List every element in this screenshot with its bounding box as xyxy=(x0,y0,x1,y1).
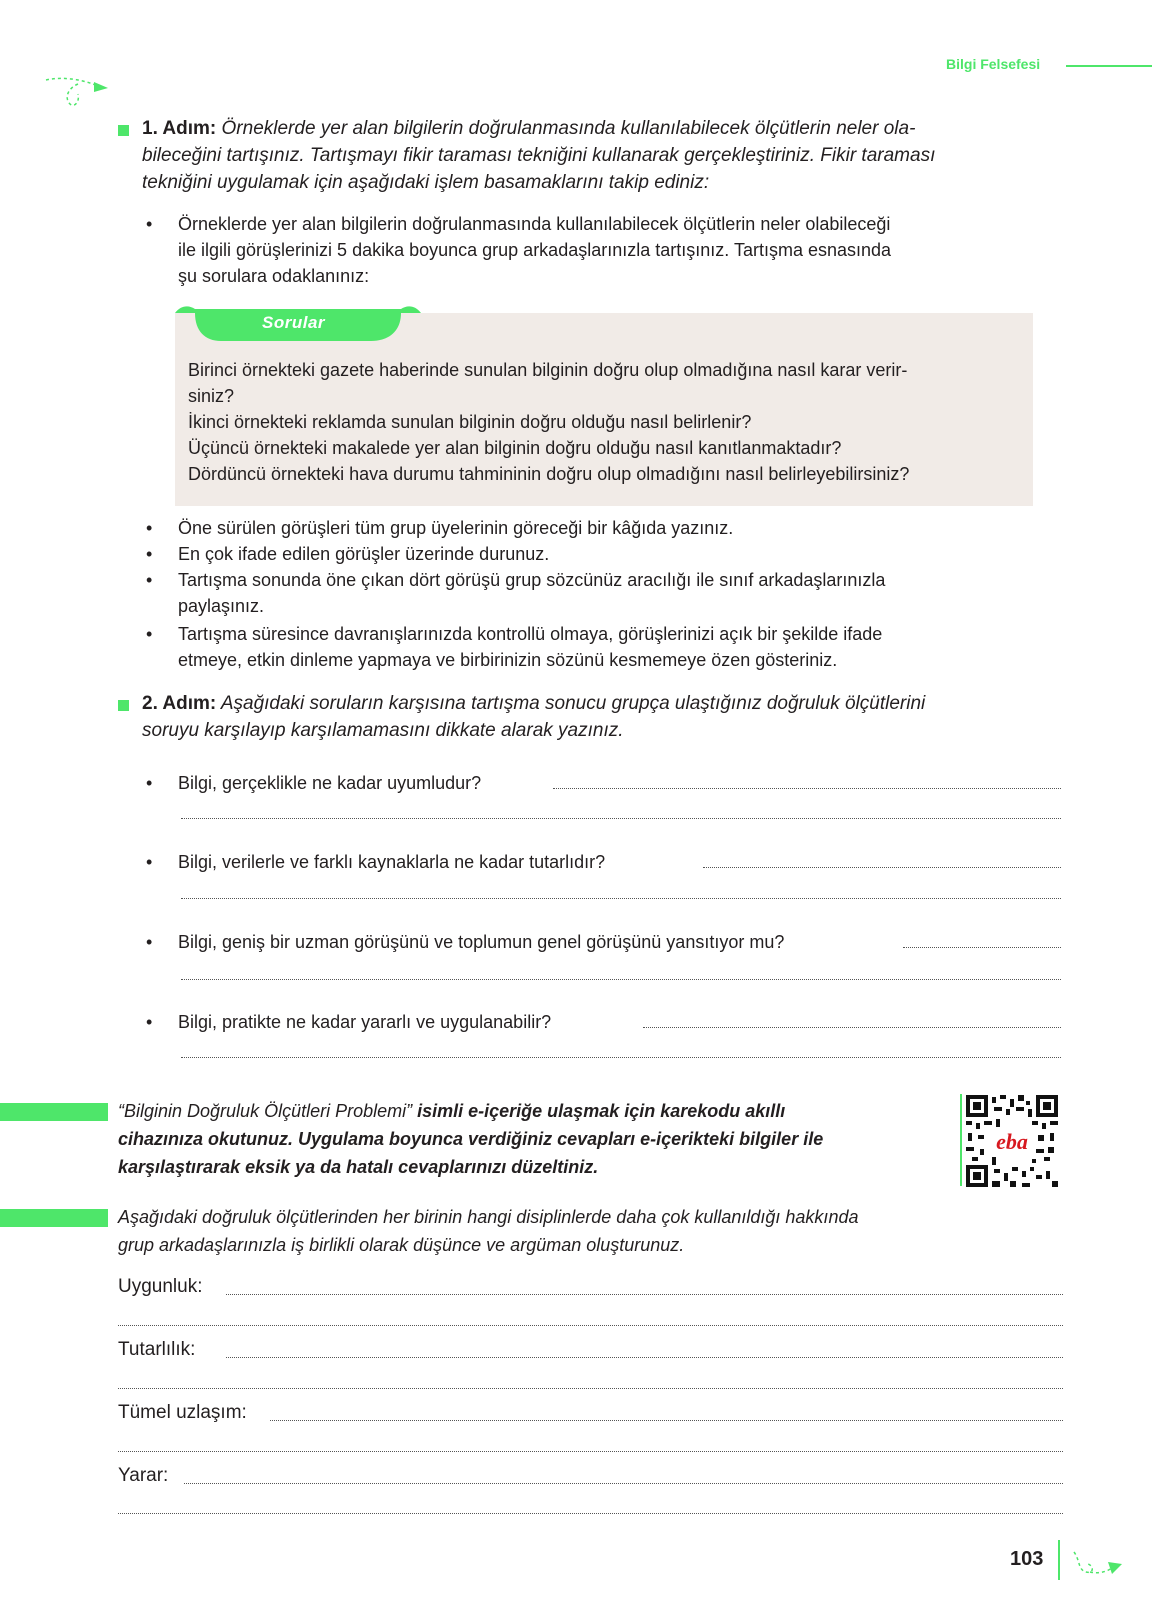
header-rule xyxy=(1066,65,1152,67)
step1-label: 1. Adım: xyxy=(142,118,217,139)
qr-divider xyxy=(960,1094,962,1186)
question-text: siniz? xyxy=(188,386,235,406)
answer-line[interactable] xyxy=(226,1294,1063,1295)
dashed-arrow-icon xyxy=(44,76,110,110)
field-label-tutarlilik: Tutarlılık: xyxy=(118,1339,196,1360)
field-label-uygunluk: Uygunluk: xyxy=(118,1276,203,1297)
answer-line[interactable] xyxy=(181,1057,1061,1058)
answer-line[interactable] xyxy=(903,947,1061,948)
field-label-yarar: Yarar: xyxy=(118,1465,169,1486)
page-number-rule xyxy=(1058,1540,1060,1580)
answer-line[interactable] xyxy=(181,898,1061,899)
answer-line[interactable] xyxy=(270,1420,1063,1421)
section-title: Bilgi Felsefesi xyxy=(946,56,1041,72)
bullet-icon: • xyxy=(146,1012,153,1032)
answer-line[interactable] xyxy=(226,1357,1063,1358)
section-marker xyxy=(0,1103,108,1121)
answer-line[interactable] xyxy=(553,788,1061,789)
step2-label: 2. Adım: xyxy=(142,693,217,714)
page-number: 103 xyxy=(1010,1548,1044,1570)
answer-line[interactable] xyxy=(118,1513,1063,1514)
section-marker xyxy=(0,1209,108,1227)
step1-instruction: 1. Adım: Örneklerde yer alan bilgilerin doğrulanmasında kullanılabilecek ölçütlerin neler ola- bileceğini tartışınız. Tartışmayı fikir taraması tekniğini kullanarak gerçekleştiriniz. Fikir taraması tekniğini uygulamak için aşağıdaki işlem basamaklarını takip ediniz: xyxy=(142,118,936,193)
activity-text: Aşağıdaki doğruluk ölçütlerinden her birinin hangi disiplinlerde daha çok kullanıldığı hakkında grup arkadaşlarınızla iş birlikli olarak düşünce ve argüman oluşturunuz. xyxy=(118,1207,859,1255)
qr-code[interactable] xyxy=(966,1095,1058,1187)
bullet-icon: • xyxy=(146,852,153,872)
qr-code-icon xyxy=(966,1095,1058,1187)
step1-marker xyxy=(118,125,129,136)
question-text: Dördüncü örnekteki hava durumu tahmininin doğru olup olmadığını nasıl belirleyebilirsiniz? xyxy=(188,464,910,484)
bullet-icon: • xyxy=(146,570,153,590)
bullet-icon: • xyxy=(146,518,153,538)
answer-line[interactable] xyxy=(703,867,1061,868)
bullet-icon: • xyxy=(146,544,153,564)
dashed-arrow-icon xyxy=(1070,1548,1124,1578)
answer-line[interactable] xyxy=(643,1027,1061,1028)
eba-logo: eba xyxy=(996,1129,1028,1154)
answer-line[interactable] xyxy=(181,818,1061,819)
bullet-icon: • xyxy=(146,624,153,644)
answer-line[interactable] xyxy=(118,1388,1063,1389)
eicerik-title: “Bilginin Doğruluk Ölçütleri Problemi” xyxy=(118,1101,413,1121)
answer-line[interactable] xyxy=(118,1451,1063,1452)
questions-title: Sorular xyxy=(262,313,326,332)
step2-marker xyxy=(118,700,129,711)
bullet-icon: • xyxy=(146,214,153,234)
eicerik-text: “Bilginin Doğruluk Ölçütleri Problemi” isimli e-içeriğe ulaşmak için karekodu akıllı cihazınıza okutunuz. Uygulama boyunca verdiğiniz cevapları e-içerikteki bilgiler ile karşılaştırarak eksik ya da hatalı cevaplarınızı düzeltiniz. xyxy=(118,1101,824,1177)
step2-instruction: 2. Adım: Aşağıdaki soruların karşısına tartışma sonucu grupça ulaştığınız doğruluk ölçütlerini soruyu karşılayıp karşılamamasını dikkate alarak yazınız. xyxy=(142,693,926,741)
answer-line[interactable] xyxy=(118,1325,1063,1326)
answer-line[interactable] xyxy=(181,979,1061,980)
question-text: Üçüncü örnekteki makalede yer alan bilginin doğru olduğu nasıl kanıtlanmaktadır? xyxy=(188,438,842,458)
bullet-icon: • xyxy=(146,773,153,793)
bullet-icon: • xyxy=(146,932,153,952)
question-text: Birinci örnekteki gazete haberinde sunulan bilginin doğru olup olmadığına nasıl karar verir- xyxy=(188,360,908,380)
answer-line[interactable] xyxy=(184,1483,1063,1484)
field-label-tumel-uzlasim: Tümel uzlaşım: xyxy=(118,1402,247,1423)
question-text: İkinci örnekteki reklamda sunulan bilginin doğru olduğu nasıl belirlenir? xyxy=(188,412,752,432)
